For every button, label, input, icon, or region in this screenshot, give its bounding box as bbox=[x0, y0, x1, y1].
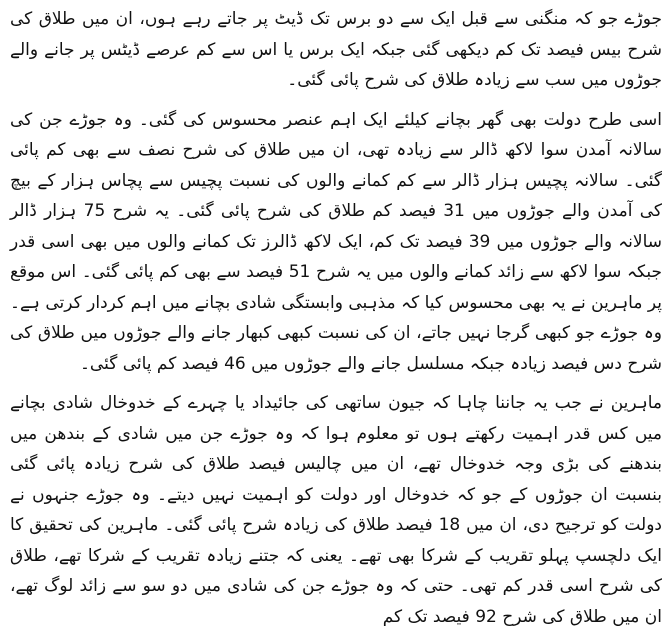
paragraph-looks-guests: ماہرین نے جب یہ جاننا چاہا کہ جیون ساتھی کی جائیداد یا چہرے کے خدوخال شادی بچانے میں کس قدر اہمیت رکھتے ہوں تو معلوم ہوا کہ وہ جوڑے جن میں شادی کے بندھن میں بندھنے کی بڑی وجہ خدوخال تھے، ان میں چالیس فیصد طلاق کی شرح زیادہ پائی گئی بنسبت ان جوڑوں کے جو کہ خدوخال اور دولت کو اہمیت نہیں دیتے۔ وہ جوڑے جنہوں نے دولت کو ترجیح دی، ان میں 18 فیصد طلاق کی زیادہ شرح پائی گئی۔ ماہرین کی تحقیق کا ایک دلچسپ پہلو تقریب کے شرکا بھی تھے۔ یعنی کہ جتنے زیادہ تقریب کے شرکا تھے، طلاق کی شرح اسی قدر کم تھی۔ حتی کہ وہ جوڑے جن کی شادی میں دو سو سے زائد لوگ تھے، ان میں طلاق کی شرح 92 فیصد تک کم bbox=[10, 393, 663, 627]
paragraph-dating: جوڑے جو کہ منگنی سے قبل ایک سے دو برس تک ڈیٹ پر جاتے رہے ہوں، ان میں طلاق کی شرح بیس فیصد تک کم دیکھی گئی جبکہ ایک برس یا اس سے کم عرصے ڈیٹس پر جانے والے جوڑوں میں سب سے زیادہ طلاق کی شرح پائی گئی۔ bbox=[10, 9, 662, 90]
paragraph-wealth-religion: اسی طرح دولت بھی گھر بچانے کیلئے ایک اہم عنصر محسوس کی گئی۔ وہ جوڑے جن کی سالانہ آمدن سوا لاکھ ڈالر سے زیادہ تھی، ان میں طلاق کی شرح نصف سے بھی کم پائی گئی۔ سالانہ پچیس ہزار ڈالر سے کم کمانے والوں کی نسبت پچیس سے پچاس ہزار کے بیچ کی آمدن والے جوڑوں میں 31 فیصد کم طلاق کی شرح پائی گئی۔ یہ شرح 75 ہزار ڈالر سالانہ والے جوڑوں میں 39 فیصد تک کم، ایک لاکھ ڈالرز تک کمانے والوں میں بھی اسی قدر جبکہ سوا لاکھ سے زائد کمانے والوں میں یہ شرح 51 فیصد سے بھی کم پائی گئی۔ اس موقع پر ماہرین نے یہ بھی محسوس کیا کہ مذہبی وابستگی شادی بچانے میں اہم کردار کرتی ہے۔ وہ جوڑے جو کبھی گرجا نہیں جاتے، ان کی نسبت کبھی کبھار جانے والے جوڑوں میں طلاق کی شرح دس فیصد زیادہ جبکہ مسلسل جانے والے جوڑوں میں 46 فیصد کم پائی گئی۔ bbox=[10, 109, 663, 374]
